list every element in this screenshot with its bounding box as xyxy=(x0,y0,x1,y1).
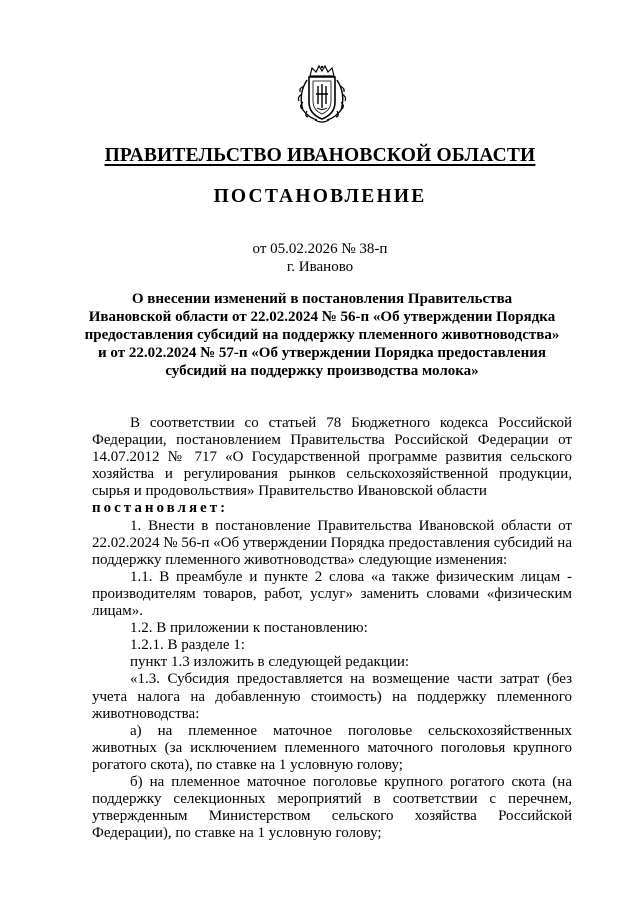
paragraph-item-1-2-1: 1.2.1. В разделе 1: xyxy=(130,637,245,654)
government-name: ПРАВИТЕЛЬСТВО ИВАНОВСКОЙ ОБЛАСТИ xyxy=(104,145,536,166)
paragraph-item-1-1: 1.1. В преамбуле и пункте 2 слова «а также физическим лицам - производителям товаров, работ, услуг» заменить словами «физическим лицам». xyxy=(92,568,572,620)
paragraph-preamble: В соответствии со статьей 78 Бюджетного кодекса Российской Федерации, постановлением Правительства Российской Федерации от 14.07.2012 № 717 «О Государственной программе развития сельского хозяйства и регулирования рынков сельскохозяйственной продукции, сырья и продовольствия» Правительство Ивановской области xyxy=(92,415,572,500)
title-line: предоставления субсидий на поддержку племенного животноводства» xyxy=(84,327,560,343)
city: г. Иваново xyxy=(286,259,354,275)
paragraph-point-1-3: пункт 1.3 изложить в следующей редакции: xyxy=(130,654,410,671)
resolves-word: постановляет: xyxy=(92,500,229,517)
document-body xyxy=(92,415,572,842)
title-line: Ивановской области от 22.02.2024 № 56-п «Об утверждении Порядка xyxy=(88,309,556,325)
paragraph-quote-1-3: «1.3. Субсидия предоставляется на возмещение части затрат (без учета налога на добавленную стоимость) на поддержку племенного животноводства: xyxy=(92,671,572,722)
title-line: и от 22.02.2024 № 57-п «Об утверждении Порядка предоставления xyxy=(98,345,546,361)
paragraph-subitem-a: а) на племенное маточное поголовье сельскохозяйственных животных (за исключением племенного маточного поголовья крупного рогатого скота), по ставке на 1 условную голову; xyxy=(92,722,572,773)
document-title xyxy=(82,290,562,380)
paragraph-subitem-b: б) на племенное маточное поголовье крупного рогатого скота (на поддержку селекционных мероприятий в соответствии с перечнем, утвержденным Министерством сельского хозяйства Российской Федерации), по ставке на 1 условную голову; xyxy=(92,773,572,842)
coat-of-arms-icon xyxy=(295,64,349,124)
title-line: О внесении изменений в постановления Правительства xyxy=(131,291,513,307)
date-block xyxy=(60,240,580,276)
date-number: от 05.02.2026 № 38-п xyxy=(252,241,388,257)
paragraph-item-1-2: 1.2. В приложении к постановлению: xyxy=(130,620,368,637)
title-line: субсидий на поддержку производства молока» xyxy=(165,363,479,379)
paragraph-item-1: 1. Внести в постановление Правительства Ивановской области от 22.02.2024 № 56-п «Об утверждении Порядка предоставления субсидий на поддержку племенного животноводства» следующие изменения: xyxy=(92,517,572,568)
document-type: ПОСТАНОВЛЕНИЕ xyxy=(213,186,427,207)
